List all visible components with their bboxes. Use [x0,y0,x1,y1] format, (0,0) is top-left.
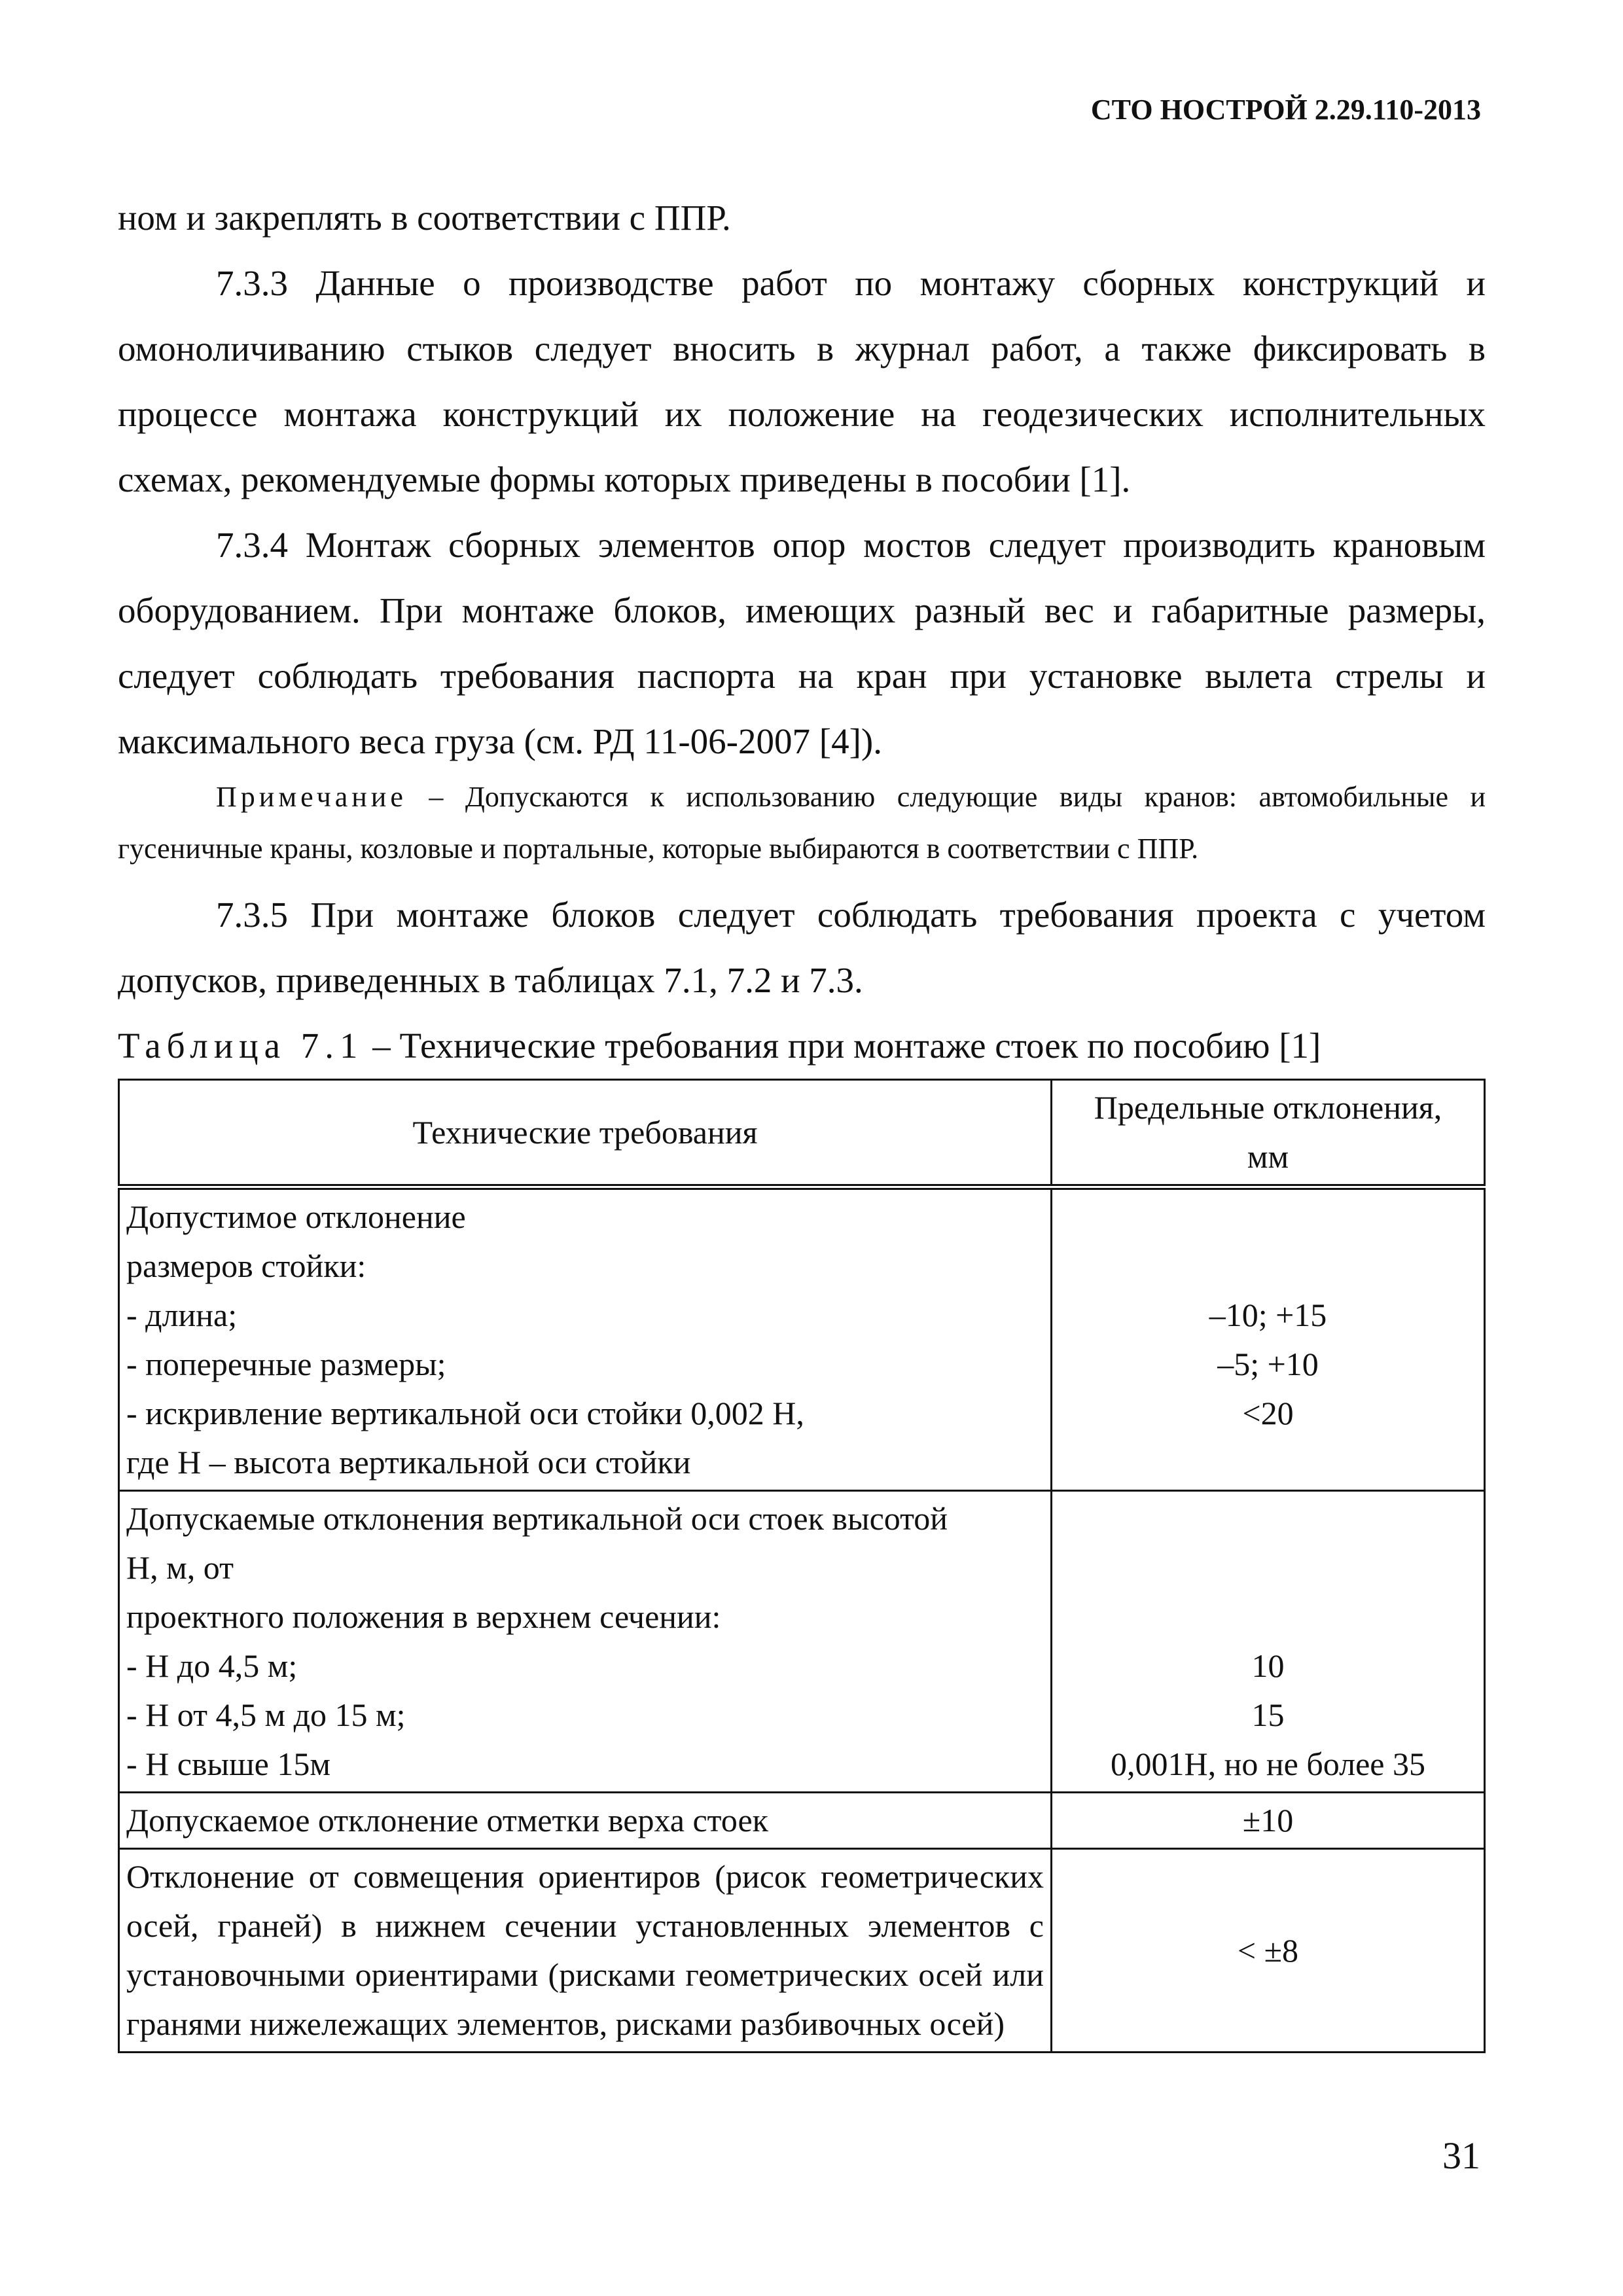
value-line: –10; +15 [1209,1297,1327,1333]
requirement-line: где Н – высота вертикальной оси стойки [126,1444,691,1480]
requirement-cell [119,1491,1052,1793]
table-row [119,1849,1485,2053]
value-line: <20 [1242,1395,1294,1431]
requirement-cell [119,1793,1052,1849]
value-line [1059,1242,1477,1291]
value-cell [1052,1793,1485,1849]
value-line [1059,1193,1477,1242]
table-caption-label: Таблица 7.1 [118,1026,364,1066]
header-deviations-line1: Предельные отклонения, [1094,1089,1442,1126]
paragraph-7-3-4: 7.3.4 Монтаж сборных элементов опор мостов следует производить крановым оборудованием. При монтаже блоков, имеющих разный вес и габаритные размеры, следует соблюдать требования паспорта на кран при установке вылета стрелы и максимального веса груза (см. РД 11-06-2007 [4]). [118,525,1486,761]
page-number: 31 [1442,2134,1480,2177]
value-line: 15 [1251,1696,1285,1733]
header-requirements: Технические требования [119,1080,1052,1187]
table-row [119,1793,1485,1849]
requirement-line: проектного положения в верхнем сечении: [126,1598,721,1635]
requirement-line: - длина; [126,1297,238,1333]
paragraph-7-3-3: 7.3.3 Данные о производстве работ по монтажу сборных конструкций и омоноличиванию стыков следует вносить в журнал работ, а также фиксировать в процессе монтажа конструкций их положение на геодезических исполнительных схемах, рекомендуемые формы которых приведены в пособии [1]. [118,263,1486,499]
value-cell [1052,1187,1485,1491]
header-deviations [1052,1080,1485,1187]
paragraph-7-3-5: 7.3.5 При монтаже блоков следует соблюдать требования проекта с учетом допусков, приведенных в таблицах 7.1, 7.2 и 7.3. [118,895,1486,1000]
requirement-cell [119,1187,1052,1491]
value-line [1059,1438,1477,1487]
table-row [119,1187,1485,1491]
requirement-line: Допустимое отклонение [126,1198,466,1235]
value-cell: < ±8 [1052,1849,1485,2053]
paragraph-continuation: ном и закреплять в соответствии с ППР. [118,198,731,238]
requirement-line: Н, м, от [126,1549,234,1586]
requirement-line: - искривление вертикальной оси стойки 0,002 Н, [126,1395,804,1431]
value-line: –5; +10 [1217,1346,1319,1382]
value-line: ±10 [1242,1802,1294,1839]
requirement-line: - поперечные размеры; [126,1346,446,1382]
requirement-line: размеров стойки: [126,1247,366,1284]
note-label: Примечание [216,781,407,813]
value-line: 10 [1251,1647,1285,1684]
note-text: – Допускаются к использованию следующие виды кранов: автомобильные и гусеничные краны, козловые и портальные, которые выбираются в соответствии с ППР. [118,781,1486,865]
document-code-header: СТО НОСТРОЙ 2.29.110-2013 [1090,94,1481,126]
requirements-table [118,1079,1486,2053]
requirement-cell: Отклонение от совмещения ориентиров (рисок геометрических осей, граней) в нижнем сечении установленных элементов с установочными ориентирами (рисками геометрических осей или гранями нижележащих элементов, рисками разбивочных осей) [119,1849,1052,2053]
value-line [1059,1543,1477,1592]
value-line [1059,1592,1477,1641]
requirement-line: - Н до 4,5 м; [126,1647,298,1684]
requirement-line: - Н свыше 15м [126,1746,330,1782]
requirement-line: Допускаемое отклонение отметки верха стоек [126,1802,768,1839]
requirement-line: - Н от 4,5 м до 15 м; [126,1696,406,1733]
note-paragraph [118,771,1486,874]
table-caption [118,1013,1486,1079]
value-line [1059,1494,1477,1543]
table-row [119,1491,1485,1793]
table-header-row [119,1080,1485,1187]
requirement-line: Допускаемые отклонения вертикальной оси стоек высотой [126,1500,948,1537]
value-cell [1052,1491,1485,1793]
table-caption-text: – Технические требования при монтаже стоек по пособию [1] [363,1026,1321,1066]
header-deviations-line2: мм [1247,1138,1289,1175]
value-line: 0,001Н, но не более 35 [1111,1746,1425,1782]
